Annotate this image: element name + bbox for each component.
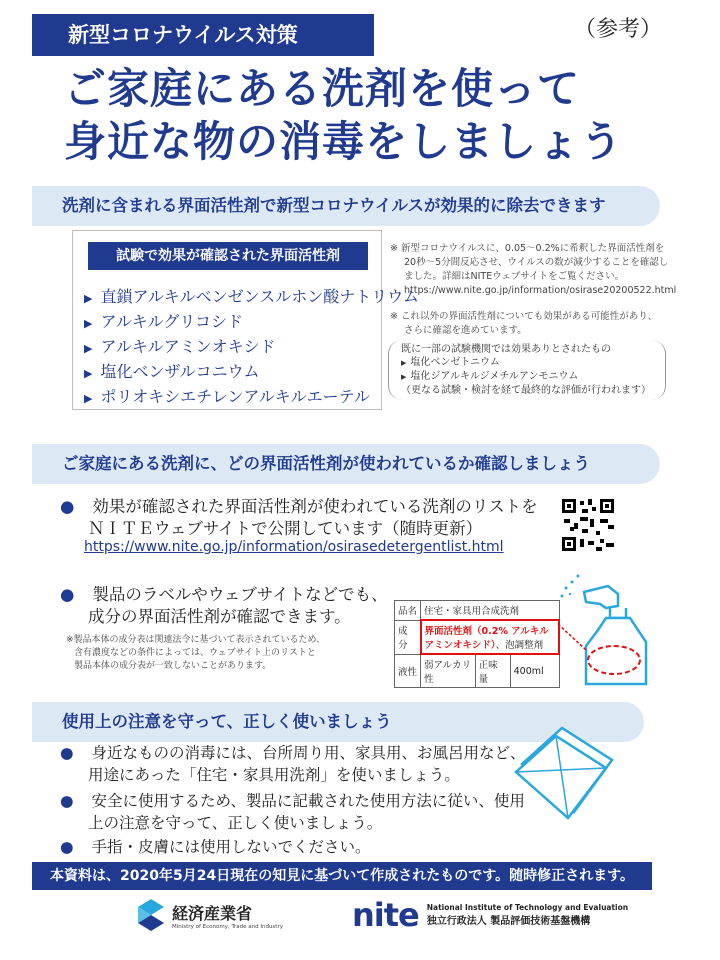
meti-name: 経済産業省 <box>172 903 253 923</box>
table-cell: 成分 <box>395 620 421 654</box>
bullet-text: 製品のラベルやウェブサイトなどでも、 <box>92 585 388 604</box>
note-further-study <box>390 310 680 338</box>
list-item <box>84 309 419 334</box>
label-disclaimer <box>66 634 325 673</box>
bullet-label-check <box>60 584 388 628</box>
list-item <box>84 284 419 309</box>
bullet-icon: ● <box>60 585 75 604</box>
bullet-icon: ● <box>60 792 74 810</box>
table-cell: 品名 <box>395 601 421 621</box>
other-tested-box <box>388 340 666 400</box>
bullet-text: 身近なものの消毒には、台所周り用、家具用、お風呂用など、 <box>91 744 526 762</box>
title-line-2: 身近な物の消毒をしましょう <box>64 117 624 166</box>
list-item-label: 塩化ベンザルコニウム <box>100 362 260 381</box>
triangle-icon: ▶ <box>84 392 93 405</box>
sub-note: （更なる試験・検討を経て最終的な評価が行われます） <box>401 385 651 396</box>
note-test-details <box>390 242 680 298</box>
table-cell-rest: 、泡調整剤 <box>495 640 544 651</box>
reference-label: （参考） <box>573 17 662 42</box>
table-cell: 弱アルカリ性 <box>421 654 476 688</box>
disclaimer-footer: 本資料は、2020年5月24日現在の知見に基づいて作成されたものです。随時修正されます。 <box>32 862 652 890</box>
detergent-list-link[interactable]: https://www.nite.go.jp/information/osirasedetergentlist.html <box>84 539 504 555</box>
table-row <box>395 654 560 688</box>
list-item <box>84 359 419 384</box>
nite-wordmark: nite <box>352 896 419 934</box>
bullet-text: 手指・皮膚には使用しないでください。 <box>91 838 371 856</box>
note-line: 含有濃度などの条件によっては、ウェブサイト上のリストと <box>74 648 316 658</box>
sub-item <box>401 370 653 384</box>
section2-banner: ご家庭にある洗剤に、どの界面活性剤が使われているか確認しましょう <box>32 444 660 484</box>
table-row <box>395 620 560 654</box>
table-cell-ingredients <box>421 620 560 654</box>
table-cell: 正味量 <box>475 654 510 688</box>
bullet-icon: ● <box>60 744 74 762</box>
meti-logo <box>136 898 283 932</box>
sub-intro: 既に一部の試験機関では効果ありとされたもの <box>401 344 611 355</box>
note-line: ました。詳細はNITEウェブサイトをご覧ください。 <box>404 271 625 282</box>
nite-logo <box>352 896 628 934</box>
cloth-icon <box>512 720 622 820</box>
bullet-icon: ● <box>60 838 74 856</box>
spray-bottle-icon <box>556 572 656 692</box>
sub-item-label: 塩化ジアルキルジメチルアンモニウム <box>410 371 579 382</box>
list-item-label: 直鎖アルキルベンゼンスルホン酸ナトリウム <box>100 287 420 306</box>
note-line: 20秒～5分間反応させ、ウイルスの数が減少することを確認し <box>404 257 669 268</box>
table-cell: 住宅・家具用合成洗剤 <box>421 601 560 621</box>
page-title <box>64 62 684 168</box>
list-item <box>84 334 419 359</box>
list-item-label: アルキルアミンオキシド <box>100 337 276 356</box>
table-cell: 液性 <box>395 654 421 688</box>
title-line-1: ご家庭にある洗剤を使って <box>64 64 581 113</box>
note-line: 製品本体の成分表が一致しないことがあります。 <box>74 661 272 671</box>
triangle-icon: ▶ <box>401 373 407 381</box>
bullet-text: 効果が確認された界面活性剤が使われている洗剤のリストを <box>92 497 538 516</box>
bullet-text: ＮＩＴＥウェブサイトで公開しています（随時更新） <box>88 519 483 538</box>
note-line: ※ これ以外の界面活性剤についても効果がある可能性があり、 <box>390 311 658 322</box>
note-line: ※ 新型コロナウイルスに、0.05～0.2%に希釈した界面活性剤を <box>390 243 665 254</box>
bullet-text: 用途にあった「住宅・家具用洗剤」を使いましょう。 <box>88 766 460 784</box>
highlight-ingredient: 界面活性剤（0.2% アルキルアミンオキシド） <box>424 626 549 651</box>
nite-ja: 独立行政法人 製品評価技術基盤機構 <box>426 916 591 927</box>
meti-logo-icon <box>136 898 166 932</box>
bullet-text: 上の注意を守って、正しく使いましょう。 <box>88 814 383 832</box>
list-item-label: ポリオキシエチレンアルキルエーテル <box>100 387 370 406</box>
sub-item <box>401 356 653 370</box>
bullet-icon: ● <box>60 497 75 516</box>
table-cell: 400ml <box>510 654 559 688</box>
bullet-text: 安全に使用するため、製品に記載された使用方法に従い、使用 <box>91 792 525 810</box>
qr-code-icon[interactable] <box>560 497 616 553</box>
note-line: さらに確認を進めています。 <box>404 325 527 336</box>
triangle-icon: ▶ <box>84 367 93 380</box>
list-item-label: アルキルグリコシド <box>100 312 244 331</box>
triangle-icon: ▶ <box>401 359 407 367</box>
note-url[interactable]: https://www.nite.go.jp/information/osirase20200522.html <box>404 285 677 296</box>
sub-item-label: 塩化ベンゼトニウム <box>410 357 500 368</box>
section1-banner: 洗剤に含まれる界面活性剤で新型コロナウイルスが効果的に除去できます <box>32 186 660 226</box>
surfactant-list <box>84 284 419 409</box>
note-line: ※製品本体の成分表は関連法令に基づいて表示されているため、 <box>66 635 326 645</box>
bullet-no-skin <box>60 836 371 858</box>
table-row <box>395 601 560 621</box>
nite-en: National Institute of Technology and Evaluation <box>426 903 629 912</box>
bullet-list-published <box>60 496 538 540</box>
triangle-icon: ▶ <box>84 317 93 330</box>
section3-banner: 使用上の注意を守って、正しく使いましょう <box>32 702 644 742</box>
bullet-text: 成分の界面活性剤が確認できます。 <box>88 607 351 626</box>
topic-tag: 新型コロナウイルス対策 <box>32 14 374 56</box>
bullet-use-right-product <box>60 742 526 786</box>
triangle-icon: ▶ <box>84 342 93 355</box>
bullet-follow-instructions <box>60 790 525 834</box>
meti-en: Ministry of Economy, Trade and Industry <box>172 923 283 930</box>
surfactant-box-title: 試験で効果が確認された界面活性剤 <box>88 242 368 270</box>
list-item <box>84 384 419 409</box>
product-label-table <box>394 600 560 688</box>
triangle-icon: ▶ <box>84 292 93 305</box>
